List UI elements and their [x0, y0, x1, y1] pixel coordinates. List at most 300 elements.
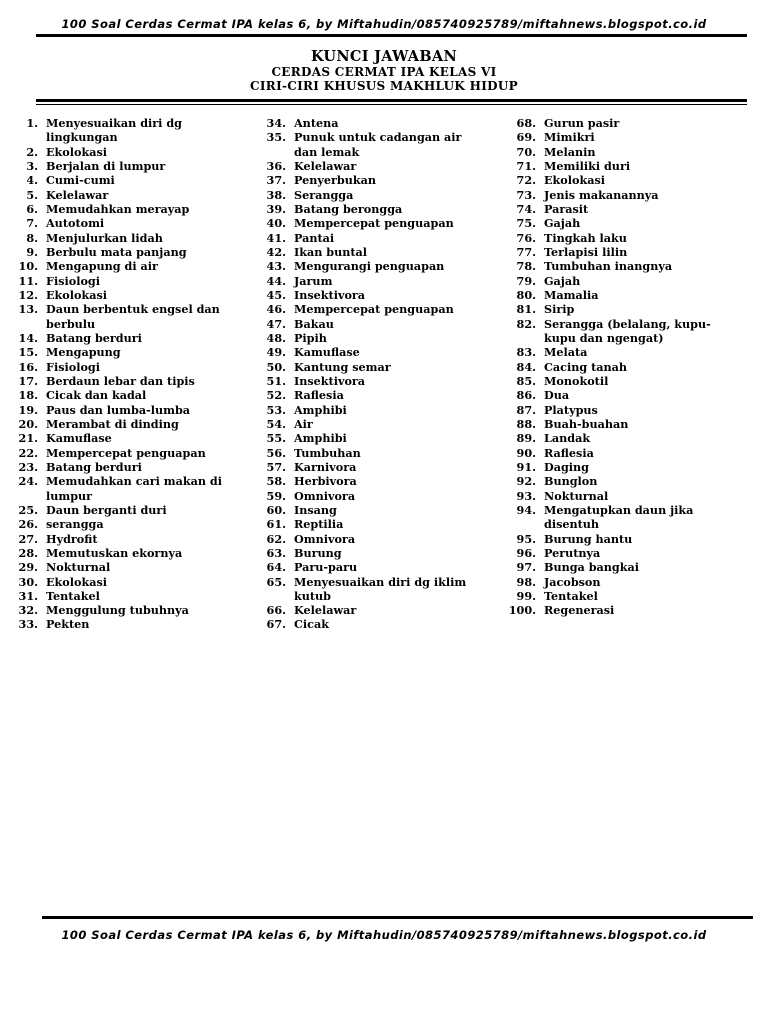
- answer-number: 3.: [26, 158, 38, 173]
- answer-item-continuation: [256, 589, 506, 603]
- answer-number: 33.: [18, 617, 38, 632]
- answer-number: 36.: [266, 158, 286, 173]
- answer-text: Fisiologi: [46, 359, 100, 374]
- answer-text: Paru-paru: [294, 560, 358, 575]
- answer-number: 81.: [516, 302, 536, 317]
- answer-number: 58.: [266, 474, 286, 489]
- title-block: [0, 48, 768, 93]
- answer-text: Sirip: [544, 302, 575, 317]
- answer-item: [506, 302, 756, 316]
- answer-number: 1.: [26, 116, 38, 130]
- answer-text: Berbulu mata panjang: [46, 244, 187, 259]
- answer-item: [256, 216, 506, 230]
- answer-text: Mempercepat penguapan: [46, 445, 206, 460]
- answer-text: disentuh: [544, 517, 600, 532]
- answer-item: [506, 274, 756, 288]
- answer-item: [8, 589, 248, 603]
- answer-item: [8, 403, 248, 417]
- answer-number: 95.: [516, 531, 536, 546]
- answer-item: [506, 130, 756, 144]
- answer-item: [256, 188, 506, 202]
- answer-text: Hydrofit: [46, 531, 98, 546]
- answer-number: 74.: [516, 201, 536, 216]
- answer-item: [506, 403, 756, 417]
- answer-item: [506, 159, 756, 173]
- answer-text: Jacobson: [544, 574, 601, 589]
- answer-text: Berjalan di lumpur: [46, 158, 166, 173]
- answer-item: [506, 417, 756, 431]
- answer-text: Punuk untuk cadangan air: [294, 130, 462, 145]
- answer-text: Monokotil: [544, 373, 609, 388]
- answer-item: [506, 231, 756, 245]
- answer-number: 68.: [516, 116, 536, 130]
- answer-number: 86.: [516, 388, 536, 403]
- answer-number: 9.: [26, 244, 38, 259]
- answer-text: Ekolokasi: [544, 173, 606, 188]
- answer-item: [8, 360, 248, 374]
- answer-number: 26.: [18, 517, 38, 532]
- answer-number: 14.: [18, 330, 38, 345]
- header-rule: [36, 34, 747, 37]
- answer-item: [8, 259, 248, 273]
- answer-number: 25.: [18, 502, 38, 517]
- answer-text: Kelelawar: [46, 187, 109, 202]
- answer-number: 54.: [266, 416, 286, 431]
- answer-number: [8, 317, 46, 331]
- answer-text: Insektivora: [294, 373, 366, 388]
- answer-text: Cicak dan kadal: [46, 388, 147, 403]
- answer-text: Mengapung di air: [46, 259, 158, 274]
- answer-text: Memudahkan merayap: [46, 201, 190, 216]
- answer-number: 71.: [516, 158, 536, 173]
- answer-text: Batang berongga: [294, 201, 403, 216]
- answer-item: [506, 431, 756, 445]
- answer-number: 76.: [516, 230, 536, 245]
- answer-number: 40.: [266, 216, 286, 231]
- answer-item: [506, 503, 756, 517]
- answer-number: [506, 517, 544, 531]
- answer-text: Amphibi: [294, 431, 347, 446]
- answer-column-3: [506, 116, 756, 617]
- answer-number: 94.: [516, 502, 536, 517]
- answer-text: Amphibi: [294, 402, 347, 417]
- answer-text: Raflesia: [544, 445, 594, 460]
- answer-item: [506, 474, 756, 488]
- answer-item: [8, 345, 248, 359]
- answer-item: [8, 173, 248, 187]
- answer-text: Omnivora: [294, 531, 356, 546]
- page-footer: 100 Soal Cerdas Cermat IPA kelas 6, by Miftahudin/085740925789/miftahnews.blogspot.co.id: [61, 928, 707, 942]
- answer-number: 98.: [516, 574, 536, 589]
- answer-text: lumpur: [46, 488, 93, 503]
- answer-text: Kelelawar: [294, 603, 357, 618]
- answer-number: 89.: [516, 431, 536, 446]
- answer-item: [506, 188, 756, 202]
- answer-text: Mimikri: [544, 130, 595, 145]
- answer-number: 84.: [516, 359, 536, 374]
- answer-number: 7.: [26, 216, 38, 231]
- answer-item: [8, 474, 248, 488]
- answer-text: Ikan buntal: [294, 244, 368, 259]
- answer-text: Kantung semar: [294, 359, 391, 374]
- answer-text: Melanin: [544, 144, 596, 159]
- page-subtitle: CERDAS CERMAT IPA KELAS VI: [271, 65, 497, 79]
- answer-text: Autotomi: [46, 216, 105, 231]
- answer-number: 56.: [266, 445, 286, 460]
- answer-item: [8, 560, 248, 574]
- answer-number: 66.: [266, 603, 286, 618]
- answer-item: [256, 345, 506, 359]
- answer-item: [8, 517, 248, 531]
- answer-item: [506, 259, 756, 273]
- answer-number: 46.: [266, 302, 286, 317]
- answer-item-continuation: [506, 331, 756, 345]
- answer-item: [506, 603, 756, 617]
- answer-text: Tumbuhan inangnya: [544, 259, 673, 274]
- answer-item: [256, 360, 506, 374]
- answer-item: [256, 245, 506, 259]
- answer-number: 69.: [516, 130, 536, 145]
- answer-text: dan lemak: [294, 144, 360, 159]
- answer-text: Memiliki duri: [544, 158, 631, 173]
- answer-text: Ekolokasi: [46, 287, 108, 302]
- answer-text: Serangga (belalang, kupu-: [544, 316, 711, 331]
- answer-item: [8, 532, 248, 546]
- answer-number: 22.: [18, 445, 38, 460]
- answer-number: 35.: [266, 130, 286, 145]
- answer-item: [506, 532, 756, 546]
- answer-number: 50.: [266, 359, 286, 374]
- answer-number: 11.: [18, 273, 38, 288]
- answer-number: 87.: [516, 402, 536, 417]
- answer-number: 67.: [266, 617, 286, 632]
- answer-number: 62.: [266, 531, 286, 546]
- answer-text: Burung: [294, 545, 342, 560]
- answer-text: Cacing tanah: [544, 359, 627, 374]
- answer-item: [8, 159, 248, 173]
- answer-item: [506, 245, 756, 259]
- answer-item: [256, 288, 506, 302]
- answer-text: Nokturnal: [544, 488, 609, 503]
- answer-text: Landak: [544, 431, 591, 446]
- answer-number: 29.: [18, 560, 38, 575]
- answer-item: [256, 302, 506, 316]
- answer-item: [256, 560, 506, 574]
- answer-text: Bakau: [294, 316, 334, 331]
- answer-item: [256, 474, 506, 488]
- answer-number: 59.: [266, 488, 286, 503]
- answer-text: Paus dan lumba-lumba: [46, 402, 191, 417]
- answer-text: Daun berbentuk engsel dan: [46, 302, 220, 317]
- answer-item: [8, 145, 248, 159]
- answer-item: [8, 245, 248, 259]
- answer-number: 17.: [18, 373, 38, 388]
- answer-item: [8, 274, 248, 288]
- title-rule-thin: [36, 104, 747, 105]
- answer-text: Burung hantu: [544, 531, 633, 546]
- answer-number: 20.: [18, 416, 38, 431]
- answer-text: Mengapung: [46, 345, 121, 360]
- answer-item: [256, 374, 506, 388]
- answer-column-1: [8, 116, 248, 632]
- answer-number: 44.: [266, 273, 286, 288]
- answer-item-continuation: [506, 517, 756, 531]
- answer-number: 53.: [266, 402, 286, 417]
- answer-number: 15.: [18, 345, 38, 360]
- answer-text: Pantai: [294, 230, 335, 245]
- answer-number: [256, 589, 294, 603]
- answer-number: 5.: [26, 187, 38, 202]
- answer-item: [8, 617, 248, 631]
- answer-number: 82.: [516, 316, 536, 331]
- answer-item: [256, 460, 506, 474]
- answer-item: [256, 503, 506, 517]
- answer-number: 34.: [266, 116, 286, 130]
- answer-item: [8, 188, 248, 202]
- answer-number: 77.: [516, 244, 536, 259]
- answer-text: Air: [294, 416, 313, 431]
- answer-number: 37.: [266, 173, 286, 188]
- answer-text: Regenerasi: [544, 603, 615, 618]
- answer-number: 38.: [266, 187, 286, 202]
- answer-item: [256, 446, 506, 460]
- answer-text: Ekolokasi: [46, 574, 108, 589]
- answer-item: [8, 302, 248, 316]
- answer-text: Insang: [294, 502, 337, 517]
- answer-text: Reptilia: [294, 517, 344, 532]
- answer-number: 4.: [26, 173, 38, 188]
- answer-item: [8, 446, 248, 460]
- answer-text: Mamalia: [544, 287, 599, 302]
- answer-text: Raflesia: [294, 388, 344, 403]
- answer-number: 32.: [18, 603, 38, 618]
- answer-item: [506, 560, 756, 574]
- answer-number: 73.: [516, 187, 536, 202]
- answer-item: [8, 374, 248, 388]
- answer-item: [256, 603, 506, 617]
- answer-item: [256, 388, 506, 402]
- answer-item: [506, 288, 756, 302]
- answer-number: 49.: [266, 345, 286, 360]
- answer-number: 60.: [266, 502, 286, 517]
- answer-item: [8, 603, 248, 617]
- answer-text: Mengurangi penguapan: [294, 259, 445, 274]
- answer-number: 31.: [18, 588, 38, 603]
- answer-item: [506, 374, 756, 388]
- answer-number: 27.: [18, 531, 38, 546]
- answer-number: 85.: [516, 373, 536, 388]
- answer-text: Mengatupkan daun jika: [544, 502, 694, 517]
- answer-text: Karnivora: [294, 459, 357, 474]
- answer-number: 24.: [18, 474, 38, 489]
- answer-text: Bunglon: [544, 474, 598, 489]
- answer-item: [506, 575, 756, 589]
- answer-text: Tentakel: [46, 588, 100, 603]
- answer-text: Gajah: [544, 216, 581, 231]
- answer-text: Batang berduri: [46, 459, 142, 474]
- answer-item: [506, 460, 756, 474]
- answer-number: 2.: [26, 144, 38, 159]
- answer-text: Terlapisi lilin: [544, 244, 628, 259]
- answer-text: Antena: [294, 116, 339, 130]
- answer-number: 13.: [18, 302, 38, 317]
- answer-text: Cicak: [294, 617, 329, 632]
- answer-number: 55.: [266, 431, 286, 446]
- answer-number: 91.: [516, 459, 536, 474]
- answer-number: 97.: [516, 560, 536, 575]
- answer-item: [256, 259, 506, 273]
- answer-item: [506, 202, 756, 216]
- answer-number: 41.: [266, 230, 286, 245]
- page-title: KUNCI JAWABAN: [310, 48, 457, 65]
- answer-text: Perutnya: [544, 545, 601, 560]
- answer-item: [256, 617, 506, 631]
- answer-item: [256, 403, 506, 417]
- answer-item: [8, 417, 248, 431]
- answer-number: 61.: [266, 517, 286, 532]
- answer-number: 78.: [516, 259, 536, 274]
- answer-item: [506, 489, 756, 503]
- answer-item: [506, 173, 756, 187]
- answer-text: Berdaun lebar dan tipis: [46, 373, 195, 388]
- answer-number: 19.: [18, 402, 38, 417]
- answer-number: 100.: [508, 603, 536, 618]
- answer-text: Platypus: [544, 402, 598, 417]
- answer-text: Kamuflase: [294, 345, 360, 360]
- answer-number: 48.: [266, 330, 286, 345]
- answer-number: 90.: [516, 445, 536, 460]
- answer-number: 21.: [18, 431, 38, 446]
- answer-number: 45.: [266, 287, 286, 302]
- answer-number: 47.: [266, 316, 286, 331]
- answer-number: 70.: [516, 144, 536, 159]
- answer-number: 99.: [516, 588, 536, 603]
- answer-item: [506, 116, 756, 130]
- answer-item: [506, 216, 756, 230]
- answer-item: [8, 546, 248, 560]
- answer-text: Menyesuaikan diri dg: [46, 116, 182, 130]
- answer-text: kupu dan ngengat): [544, 330, 664, 345]
- answer-text: berbulu: [46, 316, 96, 331]
- answer-number: [506, 331, 544, 345]
- answer-item: [506, 546, 756, 560]
- answer-item: [8, 503, 248, 517]
- answer-text: Ekolokasi: [46, 144, 108, 159]
- answer-text: Serangga: [294, 187, 354, 202]
- answer-item-continuation: [8, 130, 248, 144]
- answer-number: [8, 489, 46, 503]
- answer-number: 39.: [266, 201, 286, 216]
- answer-item: [506, 388, 756, 402]
- answer-number: 93.: [516, 488, 536, 503]
- answer-text: Menggulung tubuhnya: [46, 603, 189, 618]
- answer-item: [8, 231, 248, 245]
- answer-item: [256, 575, 506, 589]
- answer-text: Herbivora: [294, 474, 357, 489]
- answer-text: Daun berganti duri: [46, 502, 167, 517]
- answer-item: [256, 331, 506, 345]
- answer-item: [8, 460, 248, 474]
- answer-number: 42.: [266, 244, 286, 259]
- answer-item: [8, 202, 248, 216]
- answer-number: 6.: [26, 201, 38, 216]
- answer-text: Mempercepat penguapan: [294, 302, 454, 317]
- answer-number: 30.: [18, 574, 38, 589]
- answer-text: Tumbuhan: [294, 445, 361, 460]
- answer-text: Batang berduri: [46, 330, 142, 345]
- answer-number: [256, 145, 294, 159]
- answer-text: Memudahkan cari makan di: [46, 474, 222, 489]
- answer-number: 65.: [266, 574, 286, 589]
- answer-item: [256, 173, 506, 187]
- answer-item: [506, 345, 756, 359]
- answer-text: lingkungan: [46, 130, 118, 145]
- answer-text: Cumi-cumi: [46, 173, 115, 188]
- answer-item: [256, 274, 506, 288]
- answer-item: [506, 589, 756, 603]
- answer-text: Melata: [544, 345, 588, 360]
- answer-text: Penyerbukan: [294, 173, 376, 188]
- answer-text: Gurun pasir: [544, 116, 620, 130]
- answer-number: 79.: [516, 273, 536, 288]
- answer-text: Tentakel: [544, 588, 598, 603]
- answer-number: 63.: [266, 545, 286, 560]
- answer-text: Insektivora: [294, 287, 366, 302]
- answer-text: serangga: [46, 517, 104, 532]
- answer-item: [256, 517, 506, 531]
- answer-item: [8, 288, 248, 302]
- answer-text: Menjulurkan lidah: [46, 230, 163, 245]
- answer-item: [506, 317, 756, 331]
- answer-item: [8, 216, 248, 230]
- answer-number: 75.: [516, 216, 536, 231]
- answer-text: Daging: [544, 459, 589, 474]
- answer-number: 16.: [18, 359, 38, 374]
- answer-text: Kelelawar: [294, 158, 357, 173]
- answer-item: [506, 360, 756, 374]
- answer-item: [8, 388, 248, 402]
- answer-text: Gajah: [544, 273, 581, 288]
- answer-text: Omnivora: [294, 488, 356, 503]
- answer-item-continuation: [256, 145, 506, 159]
- answer-number: 52.: [266, 388, 286, 403]
- answer-item: [256, 159, 506, 173]
- answer-text: kutub: [294, 588, 332, 603]
- answer-text: Pipih: [294, 330, 327, 345]
- answer-item: [256, 532, 506, 546]
- answer-number: 83.: [516, 345, 536, 360]
- answer-text: Buah-buahan: [544, 416, 629, 431]
- footer-rule: [42, 916, 753, 919]
- answer-number: [8, 130, 46, 144]
- answer-text: Mempercepat penguapan: [294, 216, 454, 231]
- answer-number: 72.: [516, 173, 536, 188]
- answer-item: [256, 489, 506, 503]
- answer-item: [8, 331, 248, 345]
- answer-number: 10.: [18, 259, 38, 274]
- answer-number: 8.: [26, 230, 38, 245]
- answer-text: Bunga bangkai: [544, 560, 639, 575]
- answer-text: Jenis makanannya: [544, 187, 659, 202]
- answer-number: 88.: [516, 416, 536, 431]
- answer-number: 96.: [516, 545, 536, 560]
- answer-item: [256, 317, 506, 331]
- answer-item: [8, 431, 248, 445]
- answer-text: Memutuskan ekornya: [46, 545, 183, 560]
- title-rule-thick: [36, 99, 747, 102]
- answer-number: 92.: [516, 474, 536, 489]
- page-header: 100 Soal Cerdas Cermat IPA kelas 6, by Miftahudin/085740925789/miftahnews.blogspot.co.id: [61, 17, 707, 31]
